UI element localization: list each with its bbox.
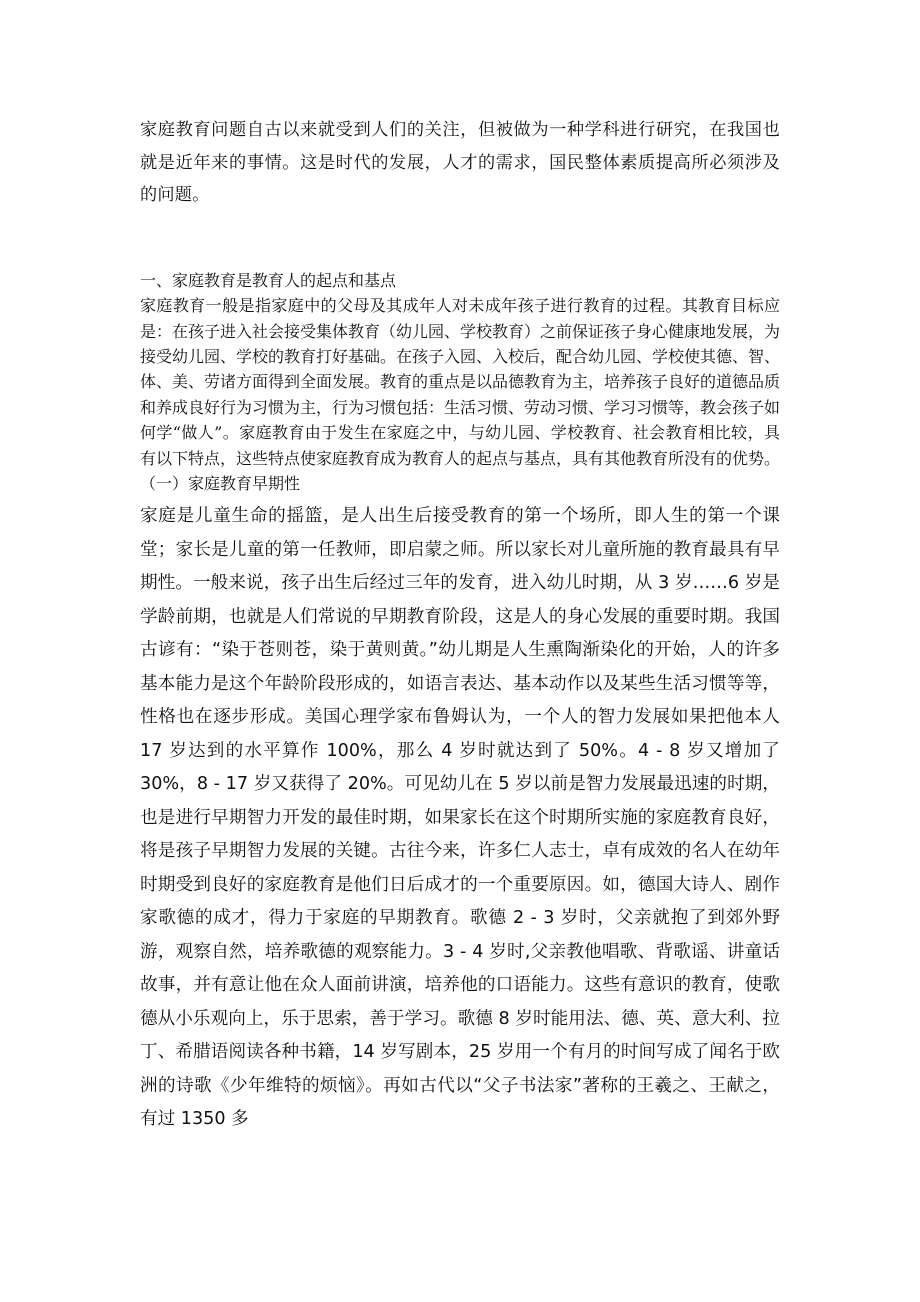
section-body-paragraph: 家庭教育一般是指家庭中的父母及其成年人对未成年孩子进行教育的过程。其教育目标应是：在孩子进入社会接受集体教育（幼儿园、学校教育）之前保证孩子身心健康地发展，为接受幼儿园、学校的教育打好基础。在孩子入园、入校后，配合幼儿园、学校使其德、智、体、美、劳诸方面得到全面发展。教育的重点是以品德教育为主，培养孩子良好的道德品质和养成良好行为习惯为主，行为习惯包括：生活习惯、劳动习惯、学习习惯等，教会孩子如何学“做人”。家庭教育由于发生在家庭之中，与幼儿园、学校教育、社会教育相比较，具有以下特点，这些特点使家庭教育成为教育人的起点与基点，具有其他教育所没有的优势。 (140, 296, 781, 468)
section-heading: 一、家庭教育是教育人的起点和基点 (140, 270, 397, 290)
subsection-heading: （一）家庭教育早期性 (140, 474, 301, 494)
intro-paragraph: 家庭教育问题自古以来就受到人们的关注，但被做为一种学科进行研究，在我国也就是近年来的事情。这是时代的发展，人才的需求，国民整体素质提高所必须涉及的问题。 (140, 120, 780, 206)
document-page (140, 114, 780, 1137)
subsection-body-paragraph: 家庭是儿童生命的摇篮，是人出生后接受教育的第一个场所，即人生的第一个课堂；家长是儿童的第一任教师，即启蒙之师。所以家长对儿童所施的教育最具有早期性。一般来说，孩子出生后经过三年的发育，进入幼儿时期，从 3 岁……6 岁是学龄前期，也就是人们常说的早期教育阶段，这是人的身心发展的重要时期。我国古谚有：“染于苍则苍，染于黄则黄。”幼儿期是人生熏陶渐染化的开始，人的许多基本能力是这个年龄阶段形成的，如语言表达、基本动作以及某些生活习惯等等，性格也在逐步形成。美国心理学家布鲁姆认为，一个人的智力发展如果把他本人 17 岁达到的水平算作 100%，那么 4 岁时就达到了 50%。4 - 8 岁又增加了 30%，8 - 17 岁又获得了 20%。可见幼儿在 5 岁以前是智力发展最迅速的时期，也是进行早期智力开发的最佳时期，如果家长在这个时期所实施的家庭教育良好，将是孩子早期智力发展的关键。古往今来，许多仁人志士，卓有成效的名人在幼年时期受到良好的家庭教育是他们日后成才的一个重要原因。如，德国大诗人、剧作家歌德的成才，得力于家庭的早期教育。歌德 2 - 3 岁时，父亲就抱了到郊外野游，观察自然，培养歌德的观察能力。3 - 4 岁时,父亲教他唱歌、背歌谣、讲童话故事，并有意让他在众人面前讲演，培养他的口语能力。这些有意识的教育，使歌德从小乐观向上，乐于思索，善于学习。歌德 8 岁时能用法、德、英、意大利、拉丁、希腊语阅读各种书籍，14 岁写剧本，25 岁用一个有月的时间写成了闻名于欧洲的诗歌《少年维特的烦恼》。再如古代以“父子书法家”著称的王羲之、王献之，有过 1350 多 (140, 506, 780, 1130)
